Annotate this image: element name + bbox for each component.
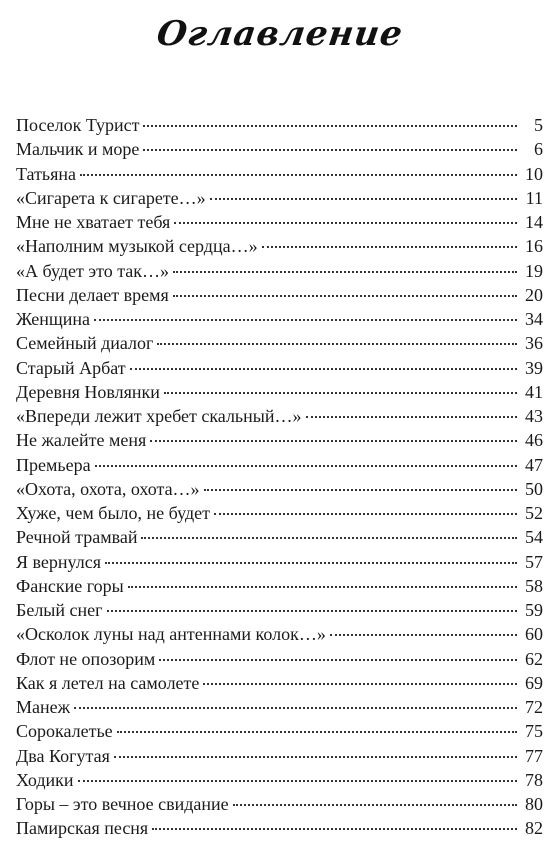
dot-leader (210, 198, 517, 200)
toc-entry-page: 82 (525, 818, 543, 839)
dot-leader (204, 489, 517, 491)
toc-entry-title: Белый снег (16, 600, 103, 620)
dot-leader (74, 707, 517, 709)
toc-entry-title: Мне не хватает тебя (16, 212, 171, 232)
dot-leader (94, 319, 517, 321)
dot-leader (174, 222, 517, 224)
toc-entry-title: Два Когутая (16, 745, 110, 766)
toc-entry (16, 428, 543, 452)
toc-entry-page: 41 (525, 381, 543, 402)
toc-entry (16, 768, 543, 792)
toc-entry (16, 113, 543, 137)
toc-entry (16, 331, 543, 355)
toc-entry-title: Старый Арбат (16, 357, 126, 378)
dot-leader (173, 271, 517, 273)
toc-entry-page: 80 (525, 794, 543, 814)
toc-entry-title: Не жалейте меня (16, 430, 147, 451)
toc-entry (16, 404, 543, 428)
toc-entry (16, 525, 543, 549)
toc-entry-title: «Впереди лежит хребет скальный…» (16, 406, 302, 426)
toc-entry (16, 307, 543, 331)
dot-leader (157, 343, 517, 345)
toc-entry (16, 695, 543, 719)
dot-leader (128, 586, 517, 588)
toc-entry (16, 210, 543, 234)
toc-entry-page: 50 (525, 478, 543, 499)
toc-entry-page: 5 (534, 115, 543, 135)
dot-leader (233, 804, 517, 806)
dot-leader (107, 610, 517, 612)
toc-entry (16, 186, 543, 210)
toc-entry-page: 6 (534, 139, 543, 160)
toc-entry (16, 453, 543, 477)
dot-leader (330, 634, 517, 636)
dot-leader (80, 174, 517, 176)
toc-entry-title: «Охота, охота, охота…» (16, 478, 200, 499)
toc-entry-title: «Сигарета к сигарете…» (16, 187, 206, 208)
toc-entry-page: 69 (525, 672, 543, 693)
toc-entry-page: 57 (525, 551, 543, 572)
toc-entry-title: Деревня Новлянки (16, 381, 160, 402)
toc-entry-page: 72 (525, 697, 543, 717)
dot-leader (150, 440, 517, 442)
toc-entry (16, 356, 543, 380)
toc-entry (16, 550, 543, 574)
table-of-contents (16, 113, 543, 841)
toc-entry (16, 162, 543, 186)
dot-leader (143, 125, 517, 127)
toc-entry-title: Премьера (16, 454, 91, 475)
toc-entry-page: 75 (525, 721, 543, 742)
toc-entry-page: 47 (525, 454, 543, 475)
toc-entry (16, 647, 543, 671)
toc-entry-page: 77 (525, 745, 543, 766)
dot-leader (95, 465, 517, 467)
toc-entry-title: Как я летел на самолете (16, 672, 200, 693)
toc-entry-page: 58 (525, 575, 543, 596)
toc-entry-page: 20 (525, 284, 543, 305)
dot-leader (203, 683, 517, 685)
toc-entry-title: Памирская песня (16, 818, 149, 839)
toc-entry-title: Мальчик и море (16, 139, 140, 160)
dot-leader (164, 392, 517, 394)
dot-leader (130, 368, 517, 370)
toc-entry-title: Я вернулся (16, 551, 101, 572)
dot-leader (306, 416, 517, 418)
toc-entry (16, 719, 543, 743)
toc-entry (16, 477, 543, 501)
toc-entry-page: 52 (525, 503, 543, 523)
toc-entry-page: 54 (525, 527, 543, 548)
dot-leader (114, 756, 517, 758)
toc-entry-title: Песни делает время (16, 284, 169, 305)
dot-leader (105, 562, 517, 564)
toc-entry (16, 137, 543, 161)
toc-entry-title: Ходики (16, 769, 74, 790)
toc-entry-title: Татьяна (16, 163, 77, 184)
toc-entry-title: Хуже, чем было, не будет (16, 503, 211, 523)
toc-entry (16, 501, 543, 525)
toc-entry (16, 671, 543, 695)
toc-entry-title: Горы – это вечное свидание (16, 794, 229, 814)
toc-entry-title: «А будет это так…» (16, 260, 170, 281)
toc-entry (16, 234, 543, 258)
toc-entry (16, 622, 543, 646)
dot-leader (173, 295, 517, 297)
toc-entry-title: Семейный диалог (16, 333, 154, 354)
toc-entry-page: 39 (525, 357, 543, 378)
toc-entry-title: Флот не опозорим (16, 648, 156, 669)
toc-entry-page: 16 (525, 236, 543, 257)
page-title: Оглавление (154, 14, 406, 54)
toc-entry-page: 10 (525, 163, 543, 184)
dot-leader (78, 780, 517, 782)
toc-entry-title: Женщина (16, 309, 90, 329)
toc-entry (16, 816, 543, 840)
toc-entry-page: 11 (525, 187, 543, 208)
toc-entry (16, 380, 543, 404)
toc-entry-page: 46 (525, 430, 543, 451)
dot-leader (214, 513, 517, 515)
toc-entry-title: Речной трамвай (16, 527, 138, 548)
toc-entry-page: 59 (525, 600, 543, 620)
toc-entry-page: 78 (525, 769, 543, 790)
toc-entry-page: 34 (525, 309, 543, 329)
dot-leader (262, 246, 517, 248)
toc-entry (16, 574, 543, 598)
toc-entry-page: 60 (525, 624, 543, 645)
toc-entry-title: Сорокалетье (16, 721, 113, 742)
toc-entry (16, 283, 543, 307)
dot-leader (152, 828, 517, 830)
toc-entry-page: 19 (525, 260, 543, 281)
toc-entry (16, 792, 543, 816)
toc-entry-title: Манеж (16, 697, 71, 717)
dot-leader (159, 659, 517, 661)
toc-entry-title: Фанские горы (16, 575, 124, 596)
dot-leader (143, 149, 517, 151)
toc-entry (16, 259, 543, 283)
toc-entry-title: Поселок Турист (16, 115, 140, 135)
toc-entry-title: «Наполним музыкой сердца…» (16, 236, 258, 257)
toc-entry-page: 43 (525, 406, 543, 426)
toc-entry-page: 62 (525, 648, 543, 669)
dot-leader (141, 537, 517, 539)
toc-entry-title: «Осколок луны над антеннами колок…» (16, 624, 326, 645)
toc-entry (16, 744, 543, 768)
toc-entry-page: 36 (525, 333, 543, 354)
dot-leader (117, 731, 517, 733)
toc-entry-page: 14 (525, 212, 543, 232)
toc-entry (16, 598, 543, 622)
